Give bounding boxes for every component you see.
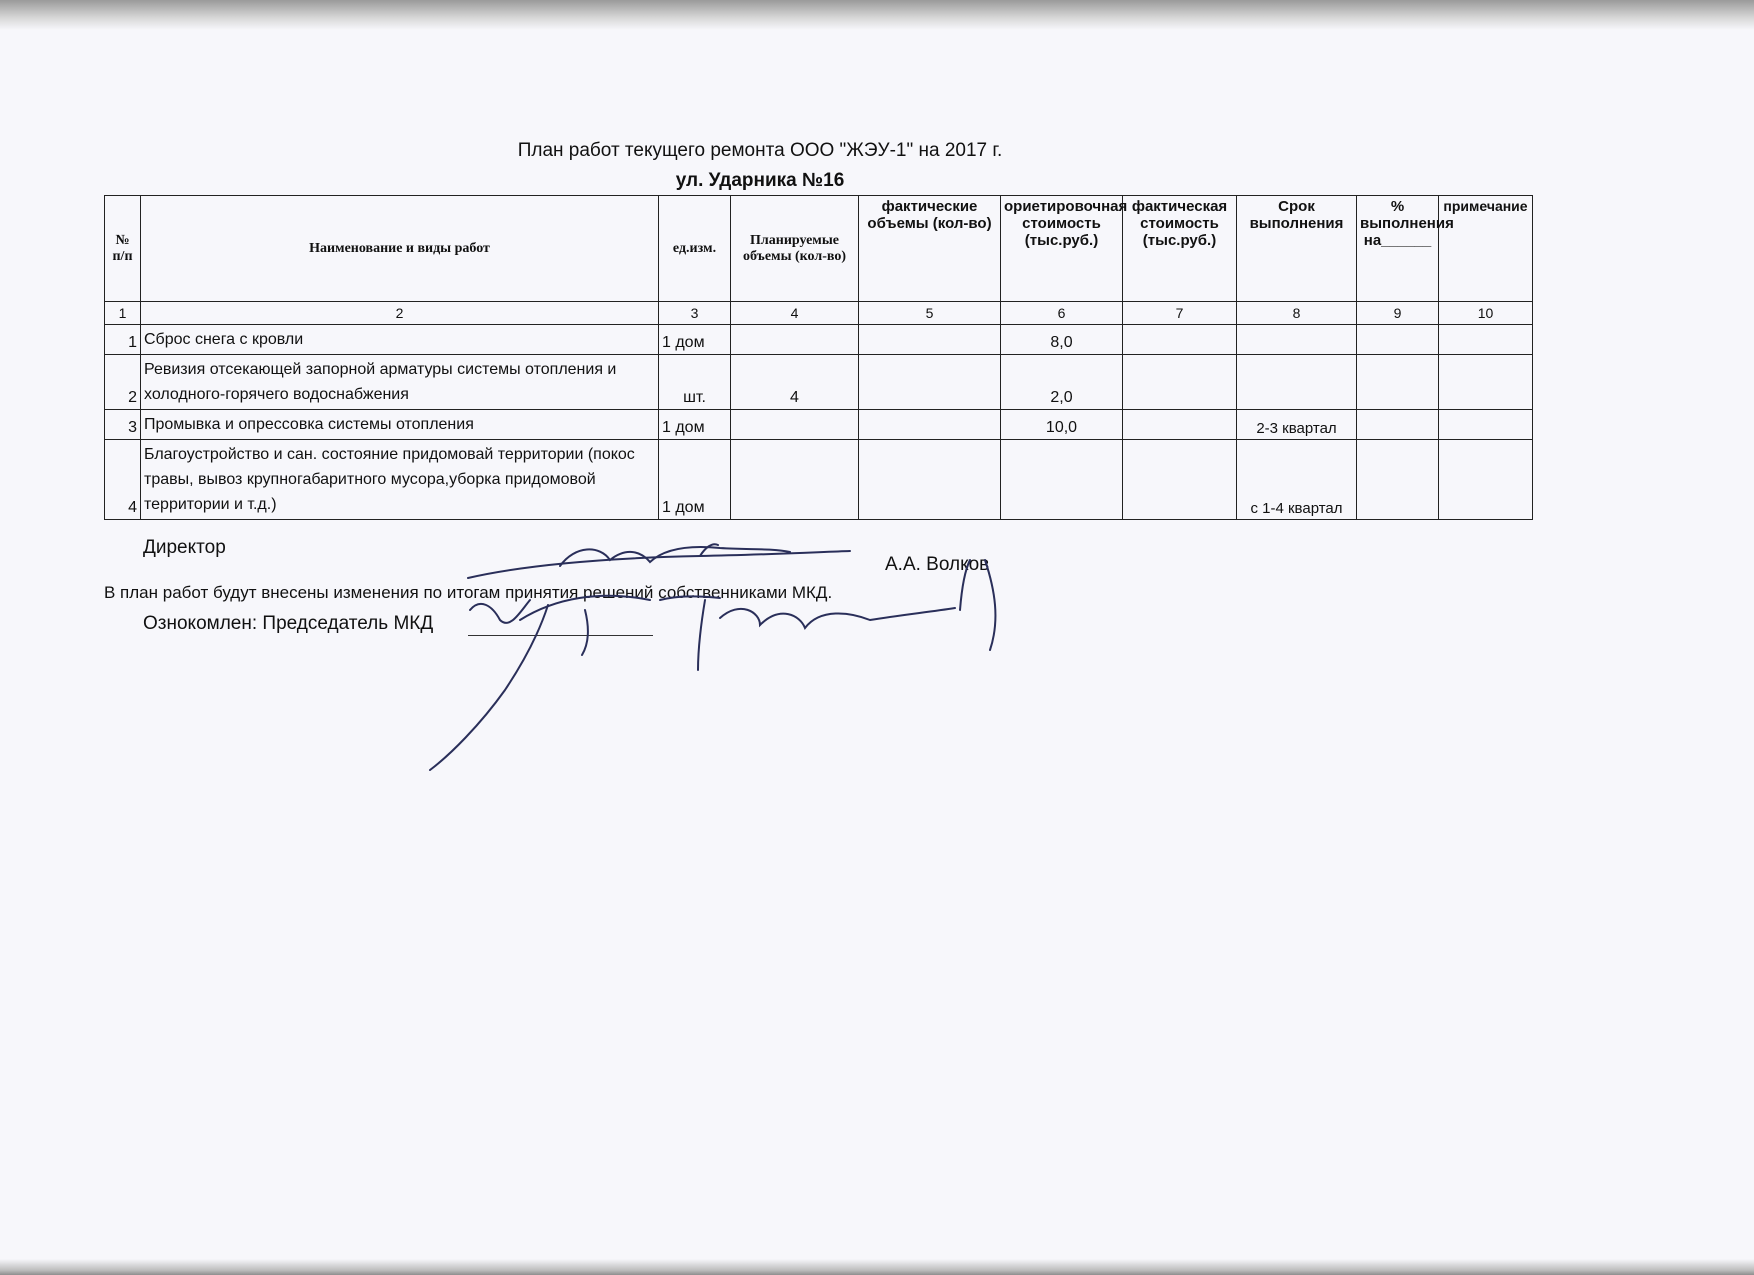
acknowledged-label: Ознокомлен: Председатель МКД (143, 613, 434, 634)
row-unit: 1 дом (659, 325, 731, 355)
row-name: Ревизия отсекающей запорной арматуры системы отопления и холодного-горячего водоснабжения (141, 355, 659, 410)
scan-bottom-edge (0, 1259, 1754, 1275)
column-number: 10 (1439, 302, 1533, 325)
row-planned (731, 410, 859, 440)
row-unit: 1 дом (659, 410, 731, 440)
column-number: 3 (659, 302, 731, 325)
column-number: 1 (105, 302, 141, 325)
header-note: примечание (1439, 196, 1533, 302)
header-actual-volume: фактические объемы (кол-во) (859, 196, 1001, 302)
header-unit: ед.изм. (659, 196, 731, 302)
column-number: 9 (1357, 302, 1439, 325)
column-number-row (105, 302, 1533, 325)
row-note (1439, 410, 1533, 440)
table-row (105, 355, 1533, 410)
row-estimated-cost: 8,0 (1001, 325, 1123, 355)
header-row (105, 196, 1533, 302)
row-name: Благоустройство и сан. состояние придомовай территории (покос травы, вывоз крупногабаритного мусора,уборка придомовой территории и т.д.) (141, 440, 659, 520)
row-actual-volume (859, 410, 1001, 440)
row-estimated-cost (1001, 440, 1123, 520)
row-note (1439, 355, 1533, 410)
row-actual-volume (859, 355, 1001, 410)
row-deadline (1237, 355, 1357, 410)
row-unit: шт. (659, 355, 731, 410)
header-name: Наименование и виды работ (141, 196, 659, 302)
column-number: 5 (859, 302, 1001, 325)
header-num: № п/п (105, 196, 141, 302)
row-actual-volume (859, 440, 1001, 520)
row-name: Сброс снега с кровли (141, 325, 659, 355)
row-deadline: с 1-4 квартал (1237, 440, 1357, 520)
row-num: 3 (105, 410, 141, 440)
row-num: 2 (105, 355, 141, 410)
row-percent (1357, 325, 1439, 355)
row-deadline: 2-3 квартал (1237, 410, 1357, 440)
row-actual-volume (859, 325, 1001, 355)
row-deadline (1237, 325, 1357, 355)
header-deadline: Срок выполнения (1237, 196, 1357, 302)
row-num: 4 (105, 440, 141, 520)
column-number: 4 (731, 302, 859, 325)
row-note (1439, 325, 1533, 355)
row-planned (731, 325, 859, 355)
row-percent (1357, 410, 1439, 440)
director-label: Директор (143, 537, 226, 558)
document-title: План работ текущего ремонта ООО "ЖЭУ-1" на 2017 г. (517, 140, 1003, 161)
row-planned: 4 (731, 355, 859, 410)
changes-note: В план работ будут внесены изменения по итогам принятия решений собственниками МКД. (104, 583, 833, 602)
row-estimated-cost: 2,0 (1001, 355, 1123, 410)
column-number: 2 (141, 302, 659, 325)
column-number: 6 (1001, 302, 1123, 325)
row-num: 1 (105, 325, 141, 355)
column-number: 7 (1123, 302, 1237, 325)
row-actual-cost (1123, 355, 1237, 410)
row-actual-cost (1123, 325, 1237, 355)
row-note (1439, 440, 1533, 520)
table-row (105, 410, 1533, 440)
scan-top-edge (0, 0, 1754, 30)
column-number: 8 (1237, 302, 1357, 325)
row-estimated-cost: 10,0 (1001, 410, 1123, 440)
row-name: Промывка и опрессовка системы отопления (141, 410, 659, 440)
row-actual-cost (1123, 410, 1237, 440)
row-planned (731, 440, 859, 520)
signature-line (468, 635, 653, 636)
row-percent (1357, 440, 1439, 520)
work-plan-table (104, 195, 1533, 520)
document-address: ул. Ударника №16 (675, 170, 845, 191)
header-planned: Планируемые объемы (кол-во) (731, 196, 859, 302)
table-row (105, 440, 1533, 520)
header-actual-cost: фактическая стоимость (тыс.руб.) (1123, 196, 1237, 302)
director-name: А.А. Волков (885, 554, 990, 575)
header-percent: % выполнения на______ (1357, 196, 1439, 302)
table-row (105, 325, 1533, 355)
row-percent (1357, 355, 1439, 410)
header-estimated-cost: ориетировочная стоимость (тыс.руб.) (1001, 196, 1123, 302)
row-actual-cost (1123, 440, 1237, 520)
row-unit: 1 дом (659, 440, 731, 520)
